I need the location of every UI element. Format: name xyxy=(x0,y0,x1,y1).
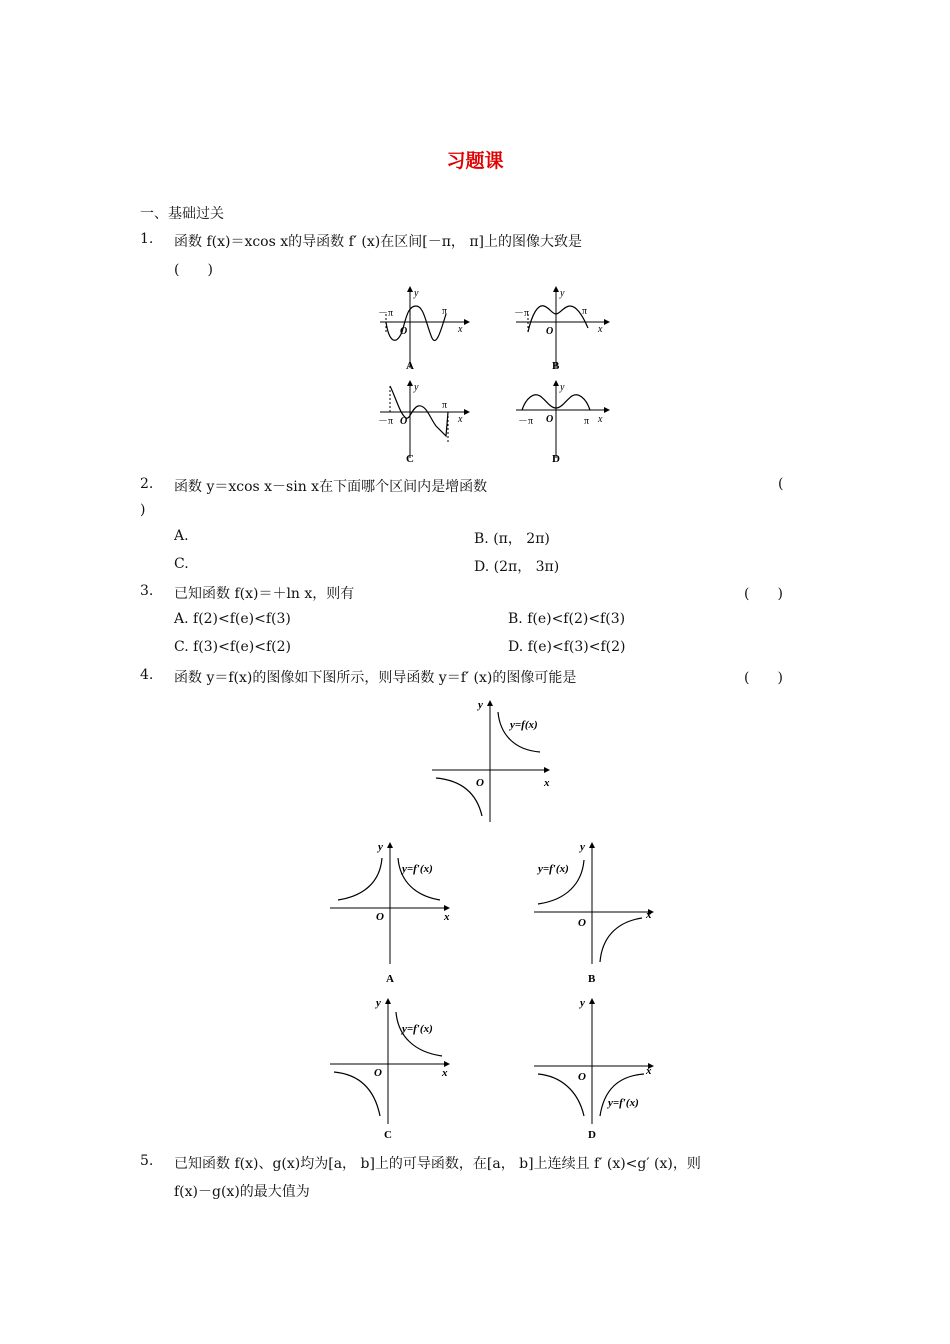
q4-a-label: A xyxy=(386,973,394,985)
page-title: 习题课 xyxy=(446,150,504,172)
q4-graph-a xyxy=(326,838,458,986)
graph-d-y-label: y xyxy=(560,382,565,393)
q1-number: 1. xyxy=(140,231,154,247)
q4-c-label: C xyxy=(384,1129,392,1141)
q4-d-x-label: x xyxy=(646,1065,652,1077)
q4-a-origin-label: O xyxy=(376,911,384,923)
q1-graph-d xyxy=(512,378,612,466)
q4-c-origin-label: O xyxy=(374,1067,382,1079)
graph-a-origin-label: O xyxy=(400,326,408,337)
q4-main-graph xyxy=(428,694,558,824)
q4-main-x-label: x xyxy=(544,777,550,789)
q4-b-curve-label: y=f′(x) xyxy=(538,863,569,875)
q2-option-d: D. (2π， 3π) xyxy=(474,559,560,575)
graph-c-pi-label: π xyxy=(442,400,448,411)
q3-number: 3. xyxy=(140,583,154,599)
q1-answer-paren: ( ) xyxy=(174,262,213,278)
q4-d-label: D xyxy=(588,1129,596,1141)
q4-d-origin-label: O xyxy=(578,1071,586,1083)
q4-graph-d xyxy=(530,994,662,1142)
q3-option-b: B. f(e)<f(2)<f(3) xyxy=(508,611,626,627)
q1-graph-b xyxy=(512,284,612,374)
q4-b-origin-label: O xyxy=(578,917,586,929)
q4-d-curve-label: y=f′(x) xyxy=(608,1097,639,1109)
q2-text: 函数 y＝xcos x－sin x在下面哪个区间内是增函数 xyxy=(174,479,488,495)
graph-a-pi-label: π xyxy=(442,306,448,317)
graph-d-label: D xyxy=(552,453,560,465)
graph-a-neg-pi-label: －π xyxy=(378,308,394,319)
graph-d-origin-label: O xyxy=(546,414,554,425)
graph-c-x-label: x xyxy=(458,414,463,425)
q4-graph-c xyxy=(326,994,458,1142)
graph-c-neg-pi-label: －π xyxy=(378,416,394,427)
q3-text: 已知函数 f(x)＝＋ln x，则有 xyxy=(174,586,355,602)
q1-text: 函数 f(x)＝xcos x的导函数 f′ (x)在区间[－π， π]上的图像大致是 xyxy=(174,234,583,250)
q4-text: 函数 y＝f(x)的图像如下图所示，则导函数 y＝f′ (x)的图像可能是 xyxy=(174,670,577,686)
graph-d-x-label: x xyxy=(598,414,603,425)
q4-d-y-label: y xyxy=(580,997,585,1009)
graph-b-neg-pi-label: －π xyxy=(514,308,530,319)
graph-b-label: B xyxy=(552,360,560,372)
graph-d-pi-label: π xyxy=(584,416,590,427)
graph-a-y-label: y xyxy=(414,288,419,299)
graph-a-label: A xyxy=(406,360,414,372)
q5-number: 5. xyxy=(140,1153,154,1169)
graph-c-label: C xyxy=(406,453,414,465)
q2-option-b: B. (π， 2π) xyxy=(474,531,550,547)
q4-b-x-label: x xyxy=(646,909,652,921)
graph-b-x-label: x xyxy=(598,324,603,335)
q4-c-y-label: y xyxy=(376,997,381,1009)
q1-graph-c xyxy=(376,378,472,466)
q2-paren-close: ) xyxy=(140,502,146,518)
graph-b-pi-label: π xyxy=(582,306,588,317)
graph-c-y-label: y xyxy=(414,382,419,393)
q5-text-line2: f(x)－g(x)的最大值为 xyxy=(174,1184,310,1200)
q4-main-curve-label: y=f(x) xyxy=(510,719,538,731)
q4-number: 4. xyxy=(140,667,154,683)
q2-paren-open: ( xyxy=(778,476,784,492)
q4-a-curve-label: y=f′(x) xyxy=(402,863,433,875)
q3-option-c: C. f(3)<f(e)<f(2) xyxy=(174,639,291,655)
q4-c-x-label: x xyxy=(442,1067,448,1079)
graph-a-x-label: x xyxy=(458,324,463,335)
q3-option-d: D. f(e)<f(3)<f(2) xyxy=(508,639,626,655)
q4-answer-paren: ( ) xyxy=(744,670,783,686)
q4-b-label: B xyxy=(588,973,596,985)
q4-a-y-label: y xyxy=(378,841,383,853)
graph-b-y-label: y xyxy=(560,288,565,299)
q2-number: 2. xyxy=(140,476,154,492)
graph-c-origin-label: O xyxy=(400,416,408,427)
q3-option-a: A. f(2)<f(e)<f(3) xyxy=(174,611,291,627)
q4-graph-b xyxy=(530,838,662,986)
q1-graph-a xyxy=(376,284,472,374)
q4-c-curve-label: y=f′(x) xyxy=(402,1023,433,1035)
q4-b-y-label: y xyxy=(580,841,585,853)
q5-text-line1: 已知函数 f(x)、g(x)均为[a， b]上的可导函数，在[a， b]上连续且 f′ (x)<g′ (x)，则 xyxy=(174,1156,701,1172)
q2-option-c: C. xyxy=(174,556,189,572)
section-heading: 一、基础过关 xyxy=(140,206,224,222)
q4-main-origin-label: O xyxy=(476,777,484,789)
graph-d-neg-pi-label: －π xyxy=(518,416,534,427)
q4-main-y-label: y xyxy=(478,699,483,711)
q4-a-x-label: x xyxy=(444,911,450,923)
graph-b-origin-label: O xyxy=(546,326,554,337)
q2-option-a: A. xyxy=(174,528,189,544)
q3-answer-paren: ( ) xyxy=(744,586,783,602)
